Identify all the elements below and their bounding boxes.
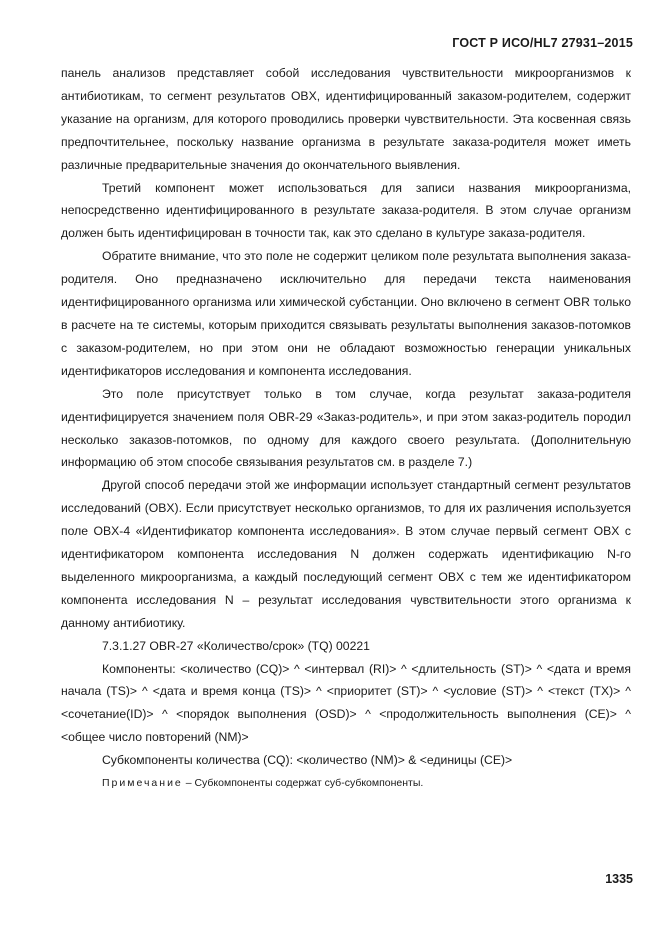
paragraph-obx-method: Другой способ передачи этой же информации использует стандартный сегмент результатов исследований (OBX). Если присутствует несколько организмов, то для их различения используется поле OBX-4 «Идентификатор компонента исследования». В этом случае первый сегмент OBX с идентификатором компонента исследования N должен содержать идентификацию N-го выделенного микроорганизма, а каждый последующий сегмент OBX с тем же идентификатором компонента исследования N – результат исследования чувствительности этого организма к данному антибиотику. xyxy=(61,478,631,630)
note-text: – Субкомпоненты содержат суб-субкомпоненты. xyxy=(182,777,424,790)
paragraph-continuation: панель анализов представляет собой исследования чувствительности микроорганизмов к антибиотикам, то сегмент результатов OBX, идентифицированный заказом-родителем, содержит указание на организм, для которого проводились проверки чувствительности. Эта косвенная связь предпочтительнее, поскольку название организма в результате заказа-родителя может иметь различные предварительные значения до окончательного выявления. xyxy=(61,66,631,172)
page-number: 1335 xyxy=(605,872,633,886)
paragraph-components: Компоненты: <количество (CQ)> ^ <интервал (RI)> ^ <длительность (ST)> ^ <дата и время начала (TS)> ^ <дата и время конца (TS)> ^ <приоритет (ST)> ^ <условие (ST)> ^ <текст (TX)> ^ <сочетание(ID)> ^ <порядок выполнения (OSD)> ^ <продолжительность выполнения (CE)> ^ <общее число повторений (NM)> xyxy=(61,661,631,745)
document-header: ГОСТ Р ИСО/HL7 27931–2015 xyxy=(452,36,633,50)
paragraph-third-component: Третий компонент может использоваться для записи названия микроорганизма, непосредственно идентифицированного в результате заказа-родителя. В этом случае организм должен быть идентифицирован в точности так, как это сделано в культуре заказа-родителя. xyxy=(61,180,631,241)
paragraph-attention: Обратите внимание, что это поле не содержит целиком поле результата выполнения заказа-родителя. Оно предназначено исключительно для передачи текста наименования идентифицированного организма или химической субстанции. Оно включено в сегмент OBR только в расчете на те системы, которым приходится связывать результаты выполнения заказов-потомков с заказом-родителем, но при этом они не обладают возможностью генерации уникальных идентификаторов исследования и компонента исследования. xyxy=(61,249,631,378)
note xyxy=(61,772,631,794)
paragraph-obr29: Это поле присутствует только в том случае, когда результат заказа-родителя идентифицируется значением поля OBR-29 «Заказ-родитель», и при этом заказ-родитель породил несколько заказов-потомков, по одному для каждого своего результата. (Дополнительную информацию об этом способе связывания результатов см. в разделе 7.) xyxy=(61,386,631,470)
section-heading-obr27: 7.3.1.27 OBR-27 «Количество/срок» (TQ) 00221 xyxy=(102,638,370,653)
note-label: Примечание xyxy=(102,777,183,790)
paragraph-subcomponents: Субкомпоненты количества (CQ): <количество (NM)> & <единицы (CE)> xyxy=(102,753,513,768)
document-body xyxy=(61,62,631,794)
